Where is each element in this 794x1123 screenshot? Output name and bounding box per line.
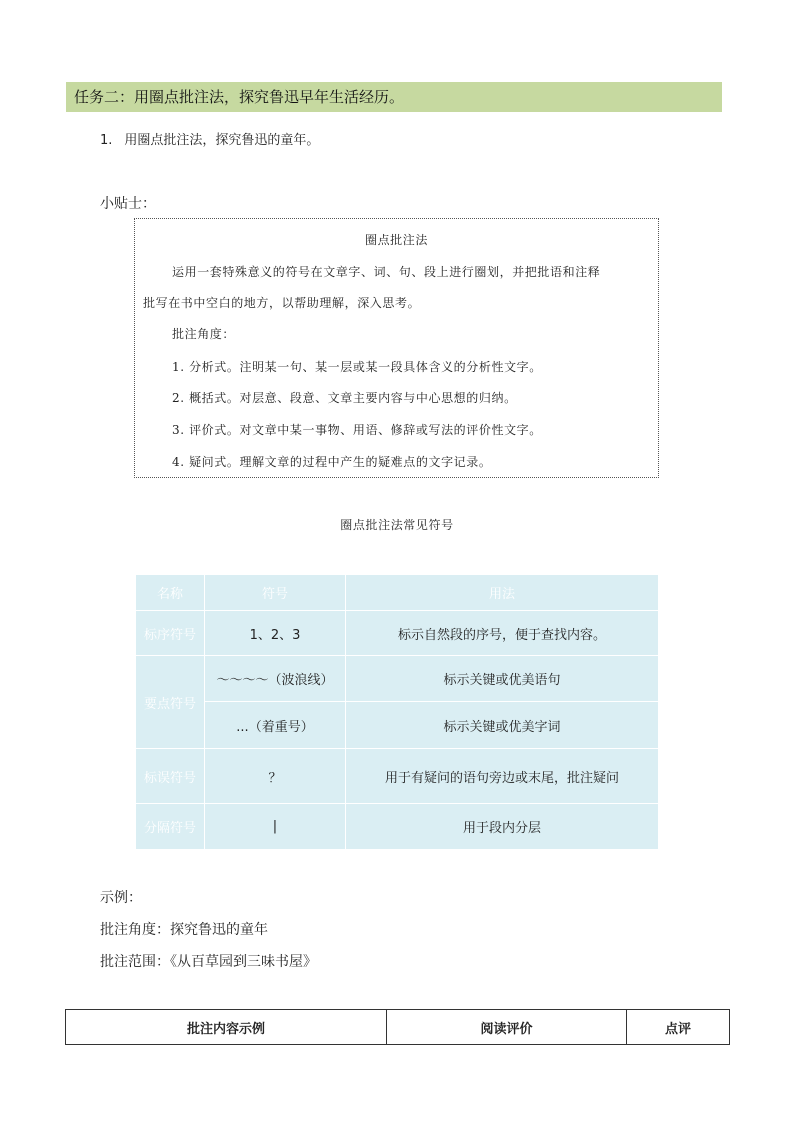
table-row [136,611,659,656]
eval-header-content: 批注内容示例 [66,1010,387,1045]
task-header: 任务二：用圈点批注法，探究鲁迅早年生活经历。 [66,82,722,112]
row-name: 要点符号 [136,656,205,749]
tip-angle-4: 4. 疑问式。理解文章的过程中产生的疑难点的文字记录。 [172,455,492,469]
tip-angle-3: 3. 评价式。对文章中某一事物、用语、修辞或写法的评价性文字。 [172,423,542,437]
evaluation-header-row [66,1010,730,1045]
row-usage: 标示关键或优美语句 [346,656,659,702]
eval-header-comment: 点评 [627,1010,730,1045]
symbols-table-title: 圈点批注法常见符号 [340,518,454,532]
tip-angles-label: 批注角度： [172,327,236,341]
header-name: 名称 [136,575,205,611]
row-symbol: ～～～～（波浪线） [205,656,346,702]
header-usage: 用法 [346,575,659,611]
table-row [136,749,659,804]
table-row [136,804,659,850]
example-angle: 批注角度：探究鲁迅的童年 [100,922,268,938]
example-label: 示例： [100,890,142,906]
row-symbol: ？ [205,749,346,804]
task-item-1 [100,131,319,151]
tip-angle-1: 1. 分析式。注明某一句、某一层或某一段具体含义的分析性文字。 [172,360,542,374]
eval-header-rating: 阅读评价 [387,1010,627,1045]
row-symbol: ...（着重号） [205,702,346,749]
tip-paragraph-line-1: 运用一套特殊意义的符号在文章字、词、句、段上进行圈划，并把批语和注释 [172,265,601,279]
item-text: 用圈点批注法，探究鲁迅的童年。 [124,133,320,148]
row-symbol: 1、2、3 [205,611,346,656]
tip-box [134,218,659,478]
tip-title: 圈点批注法 [364,233,428,247]
symbols-table [135,574,659,850]
tips-label: 小贴士： [100,196,156,212]
row-symbol: | [205,804,346,850]
header-symbol: 符号 [205,575,346,611]
row-name: 标序符号 [136,611,205,656]
item-number: 1. [100,133,113,148]
row-usage: 用于有疑问的语句旁边或末尾，批注疑问 [346,749,659,804]
evaluation-table [65,1009,730,1045]
row-name: 标误符号 [136,749,205,804]
row-usage: 标示自然段的序号，便于查找内容。 [346,611,659,656]
row-name: 分隔符号 [136,804,205,850]
example-scope: 批注范围：《从百草园到三味书屋》 [100,954,317,970]
table-row [136,656,659,702]
tip-angle-2: 2. 概括式。对层意、段意、文章主要内容与中心思想的归纳。 [172,391,517,405]
table-header-row [136,575,659,611]
row-usage: 标示关键或优美字词 [346,702,659,749]
tip-paragraph-line-2: 批写在书中空白的地方，以帮助理解，深入思考。 [143,296,421,310]
row-usage: 用于段内分层 [346,804,659,850]
table-row [136,702,659,749]
